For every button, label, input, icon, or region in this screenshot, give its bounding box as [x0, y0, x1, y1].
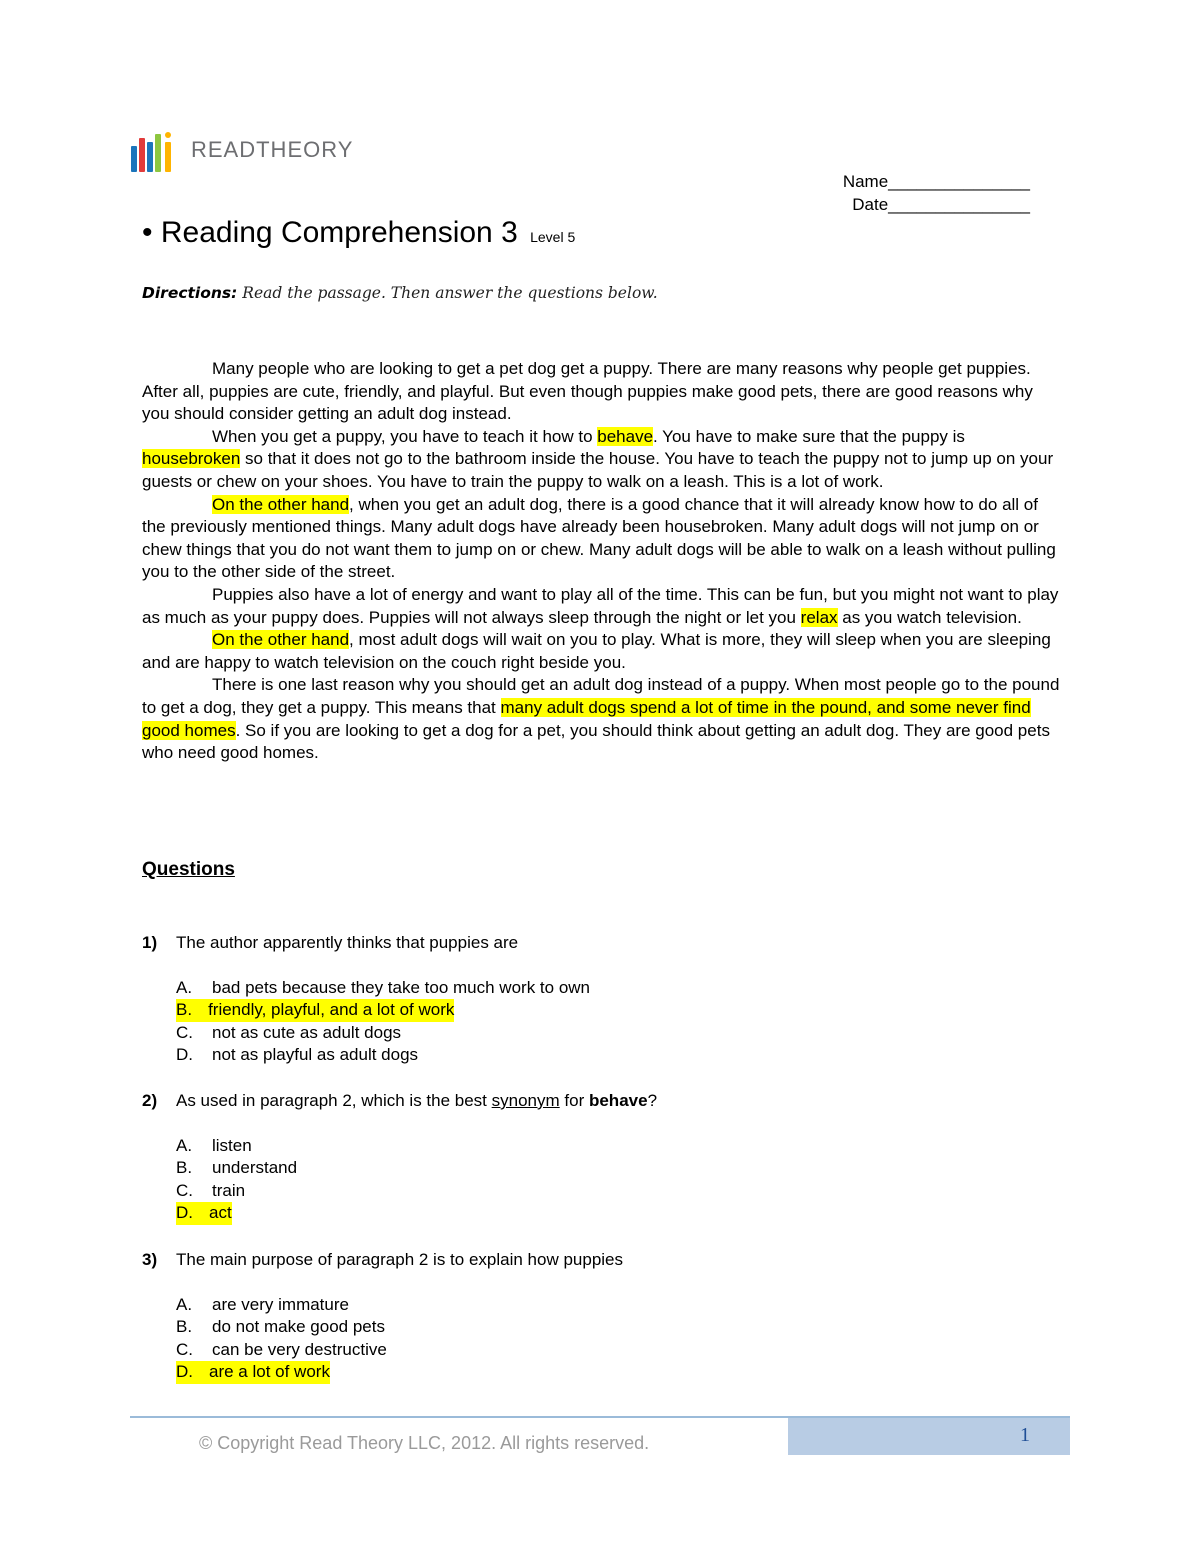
highlight-other-hand: On the other hand: [212, 494, 350, 514]
title-bullet: •: [142, 216, 153, 249]
option-c[interactable]: C. not as cute as adult dogs: [176, 1022, 402, 1042]
readtheory-logo: [131, 128, 353, 172]
books-logo-icon: [131, 128, 181, 172]
option-a[interactable]: A. bad pets because they take too much work to own: [176, 977, 591, 997]
directions: [142, 284, 658, 302]
question-stem: As used in paragraph 2, which is the best synonym for behave?: [176, 1091, 658, 1110]
highlight-adult-dogs-pound: many adult dogs spend a lot of time in the pound, and some never find good homes: [142, 697, 1031, 740]
questions-heading: Questions: [142, 859, 235, 880]
question-number: 2): [142, 1091, 158, 1110]
name-date-block: [843, 170, 1030, 216]
paragraph-2: When you get a puppy, you have to teach it how to behave. You have to make sure that the puppy is housebroken so that it does not go to the bathroom inside the house. You have to teach the puppy not to jump up on your guests or chew on your shoes. You have to train the puppy to walk on a leash. This is a lot of work.: [142, 426, 1054, 491]
logo-text: READTHEORY: [191, 137, 354, 162]
paragraph-1: Many people who are looking to get a pet dog get a puppy. There are many reasons why people get puppies. After all, puppies are cute, friendly, and playful. But even though puppies make good pets, there are good reasons why you should consider getting an adult dog instead.: [142, 359, 1033, 424]
paragraph-6: There is one last reason why you should get an adult dog instead of a puppy. When most people go to the pound to get a dog, they get a puppy. This means that many adult dogs spend a lot of time in the pound, and some never find good homes. So if you are looking to get a dog for a pet, you should think about getting an adult dog. They are good pets who need good homes.: [142, 675, 1060, 763]
directions-label: Directions:: [142, 284, 238, 302]
option-d-selected[interactable]: D. are a lot of work: [176, 1361, 623, 1384]
option-c[interactable]: C. train: [176, 1180, 246, 1200]
reading-passage: [142, 358, 1062, 765]
option-d-selected[interactable]: D. act: [176, 1202, 657, 1225]
answer-options: [176, 977, 590, 1067]
highlight-housebroken: housebroken: [142, 449, 241, 469]
option-b[interactable]: B. understand: [176, 1158, 298, 1178]
paragraph-4: Puppies also have a lot of energy and want to play all of the time. This can be fun, but you might not want to play as much as your puppy does. Puppies will not always sleep through the night or let you relax as you watch television.: [142, 584, 1059, 627]
page-number: 1: [1020, 1424, 1030, 1446]
option-a[interactable]: A. are very immature: [176, 1294, 349, 1314]
question-3: [142, 1249, 623, 1384]
option-d[interactable]: D. not as playful as adult dogs: [176, 1045, 419, 1065]
footer-copyright: © Copyright Read Theory LLC, 2012. All rights reserved.: [199, 1433, 650, 1453]
directions-text: Read the passage. Then answer the questions below.: [242, 284, 658, 302]
title-level: Level 5: [530, 229, 576, 245]
question-number: 3): [142, 1250, 158, 1269]
question-1: [142, 932, 590, 1067]
date-field[interactable]: Date_______________: [852, 195, 1030, 214]
option-b[interactable]: B. do not make good pets: [176, 1317, 385, 1337]
option-b-selected[interactable]: B. friendly, playful, and a lot of work: [176, 999, 590, 1022]
name-field[interactable]: Name_______________: [842, 172, 1030, 191]
option-a[interactable]: A. listen: [176, 1135, 252, 1155]
question-2: [142, 1090, 657, 1225]
option-c[interactable]: C. can be very destructive: [176, 1339, 387, 1359]
question-stem: The author apparently thinks that puppies are: [176, 933, 519, 952]
question-stem: The main purpose of paragraph 2 is to explain how puppies: [176, 1250, 624, 1269]
highlight-behave: behave: [597, 426, 654, 446]
page-number-box: [788, 1418, 1070, 1455]
highlight-other-hand-2: On the other hand: [212, 630, 350, 650]
title-text: Reading Comprehension 3: [160, 216, 518, 249]
answer-options: [176, 1294, 623, 1384]
answer-options: [176, 1135, 657, 1225]
question-number: 1): [142, 933, 158, 952]
paragraph-5: On the other hand, most adult dogs will wait on you to play. What is more, they will sleep when you are sleeping and are happy to watch television on the couch right beside you.: [142, 630, 1051, 672]
paragraph-3: On the other hand, when you get an adult dog, there is a good chance that it will already know how to do all of the previously mentioned things. Many adult dogs have already been housebroken. Many adult dogs will not jump on or chew things that you do not want them to jump on or chew. Many adult dogs will be able to walk on a leash without pulling you to the other side of the street.: [142, 494, 1056, 582]
highlight-relax: relax: [800, 607, 838, 627]
page-title: [142, 216, 575, 250]
